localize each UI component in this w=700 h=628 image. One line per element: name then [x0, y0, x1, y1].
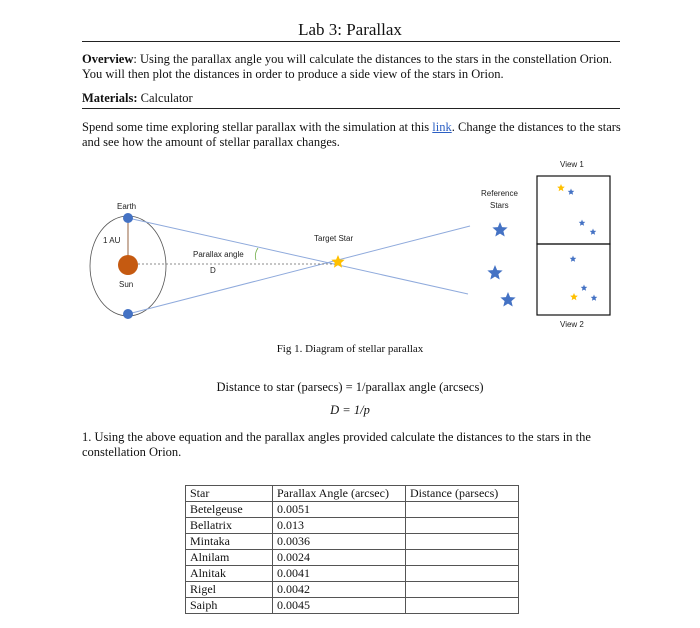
- simulation-link[interactable]: link: [432, 120, 452, 134]
- intro-text: . Change the distances to the stars and see how the amount of stellar parallax changes.: [82, 120, 621, 149]
- distance-label: D: [210, 266, 216, 275]
- parallax-cell: 0.0041: [273, 566, 406, 582]
- reference-star-icon: [590, 229, 597, 235]
- sun-label: Sun: [119, 280, 134, 289]
- overview-label: Overview: [82, 52, 134, 66]
- parallax-table: [185, 485, 519, 614]
- sightline-top: [128, 218, 468, 294]
- table-header: [186, 486, 519, 502]
- view2-box: [537, 244, 610, 315]
- table-row: [186, 582, 519, 598]
- earth-bottom: [123, 309, 133, 319]
- distance-cell[interactable]: [406, 582, 519, 598]
- view2-label: View 2: [560, 320, 584, 329]
- reference-star-icon: [570, 256, 577, 262]
- table-row: [186, 566, 519, 582]
- intro-text: Spend some time exploring stellar parallax with the simulation at this: [82, 120, 433, 134]
- parallax-cell: 0.0024: [273, 550, 406, 566]
- materials-label: Materials:: [82, 91, 138, 105]
- au-label: 1 AU: [103, 236, 121, 245]
- reference-label: Stars: [490, 201, 509, 210]
- question-text: 1. Using the above equation and the parallax angles provided calculate the distances to the stars in the constellation Orion.: [82, 430, 591, 459]
- table-row: [186, 598, 519, 614]
- sightline-bottom: [128, 226, 470, 314]
- star-name-cell: Saiph: [186, 598, 273, 614]
- star-name-cell: Rigel: [186, 582, 273, 598]
- header-parallax: Parallax Angle (arcsec): [273, 486, 406, 502]
- earth-label: Earth: [117, 202, 137, 211]
- parallax-cell: 0.0036: [273, 534, 406, 550]
- distance-cell[interactable]: [406, 566, 519, 582]
- parallax-angle-label: Parallax angle: [193, 250, 244, 259]
- table-row: [186, 518, 519, 534]
- view1-label: View 1: [560, 160, 584, 169]
- sun: [118, 255, 138, 275]
- formula: D = 1/p: [330, 403, 370, 417]
- reference-star-icon: [579, 220, 586, 226]
- equation-text: Distance to star (parsecs) = 1/parallax angle (arcsecs): [216, 380, 484, 394]
- target-star-label: Target Star: [314, 234, 354, 243]
- reference-star-icon: [591, 295, 598, 301]
- reference-star-icon: [581, 285, 588, 291]
- figure-caption: Fig 1. Diagram of stellar parallax: [276, 343, 424, 355]
- distance-cell[interactable]: [406, 534, 519, 550]
- parallax-cell: 0.0045: [273, 598, 406, 614]
- parallax-cell: 0.0042: [273, 582, 406, 598]
- angle-arc: [255, 248, 258, 260]
- reference-star-icon: [568, 189, 575, 195]
- star-name-cell: Mintaka: [186, 534, 273, 550]
- star-name-cell: Betelgeuse: [186, 502, 273, 518]
- distance-cell[interactable]: [406, 598, 519, 614]
- table-row: [186, 550, 519, 566]
- target-star-icon: [557, 184, 565, 191]
- overview-text: : Using the parallax angle you will calculate the distances to the stars in the constellation Orion. You will then plot the distances in order to produce a side view of the stars in Orion.: [82, 52, 613, 81]
- earth-top: [123, 213, 133, 223]
- star-name-cell: Alnilam: [186, 550, 273, 566]
- reference-star-icon: [500, 292, 515, 307]
- reference-label: Reference: [481, 189, 518, 198]
- header-star: Star: [186, 486, 273, 502]
- materials-text: Calculator: [137, 91, 193, 105]
- distance-cell[interactable]: [406, 518, 519, 534]
- reference-star-icon: [492, 222, 507, 237]
- page-title: Lab 3: Parallax: [298, 20, 402, 39]
- view1-box: [537, 176, 610, 244]
- header-distance: Distance (parsecs): [406, 486, 519, 502]
- table-row: [186, 502, 519, 518]
- parallax-cell: 0.013: [273, 518, 406, 534]
- star-name-cell: Bellatrix: [186, 518, 273, 534]
- parallax-cell: 0.0051: [273, 502, 406, 518]
- table-row: [186, 534, 519, 550]
- star-name-cell: Alnitak: [186, 566, 273, 582]
- distance-cell[interactable]: [406, 502, 519, 518]
- target-star-icon: [570, 293, 578, 300]
- reference-star-icon: [487, 265, 502, 280]
- distance-cell[interactable]: [406, 550, 519, 566]
